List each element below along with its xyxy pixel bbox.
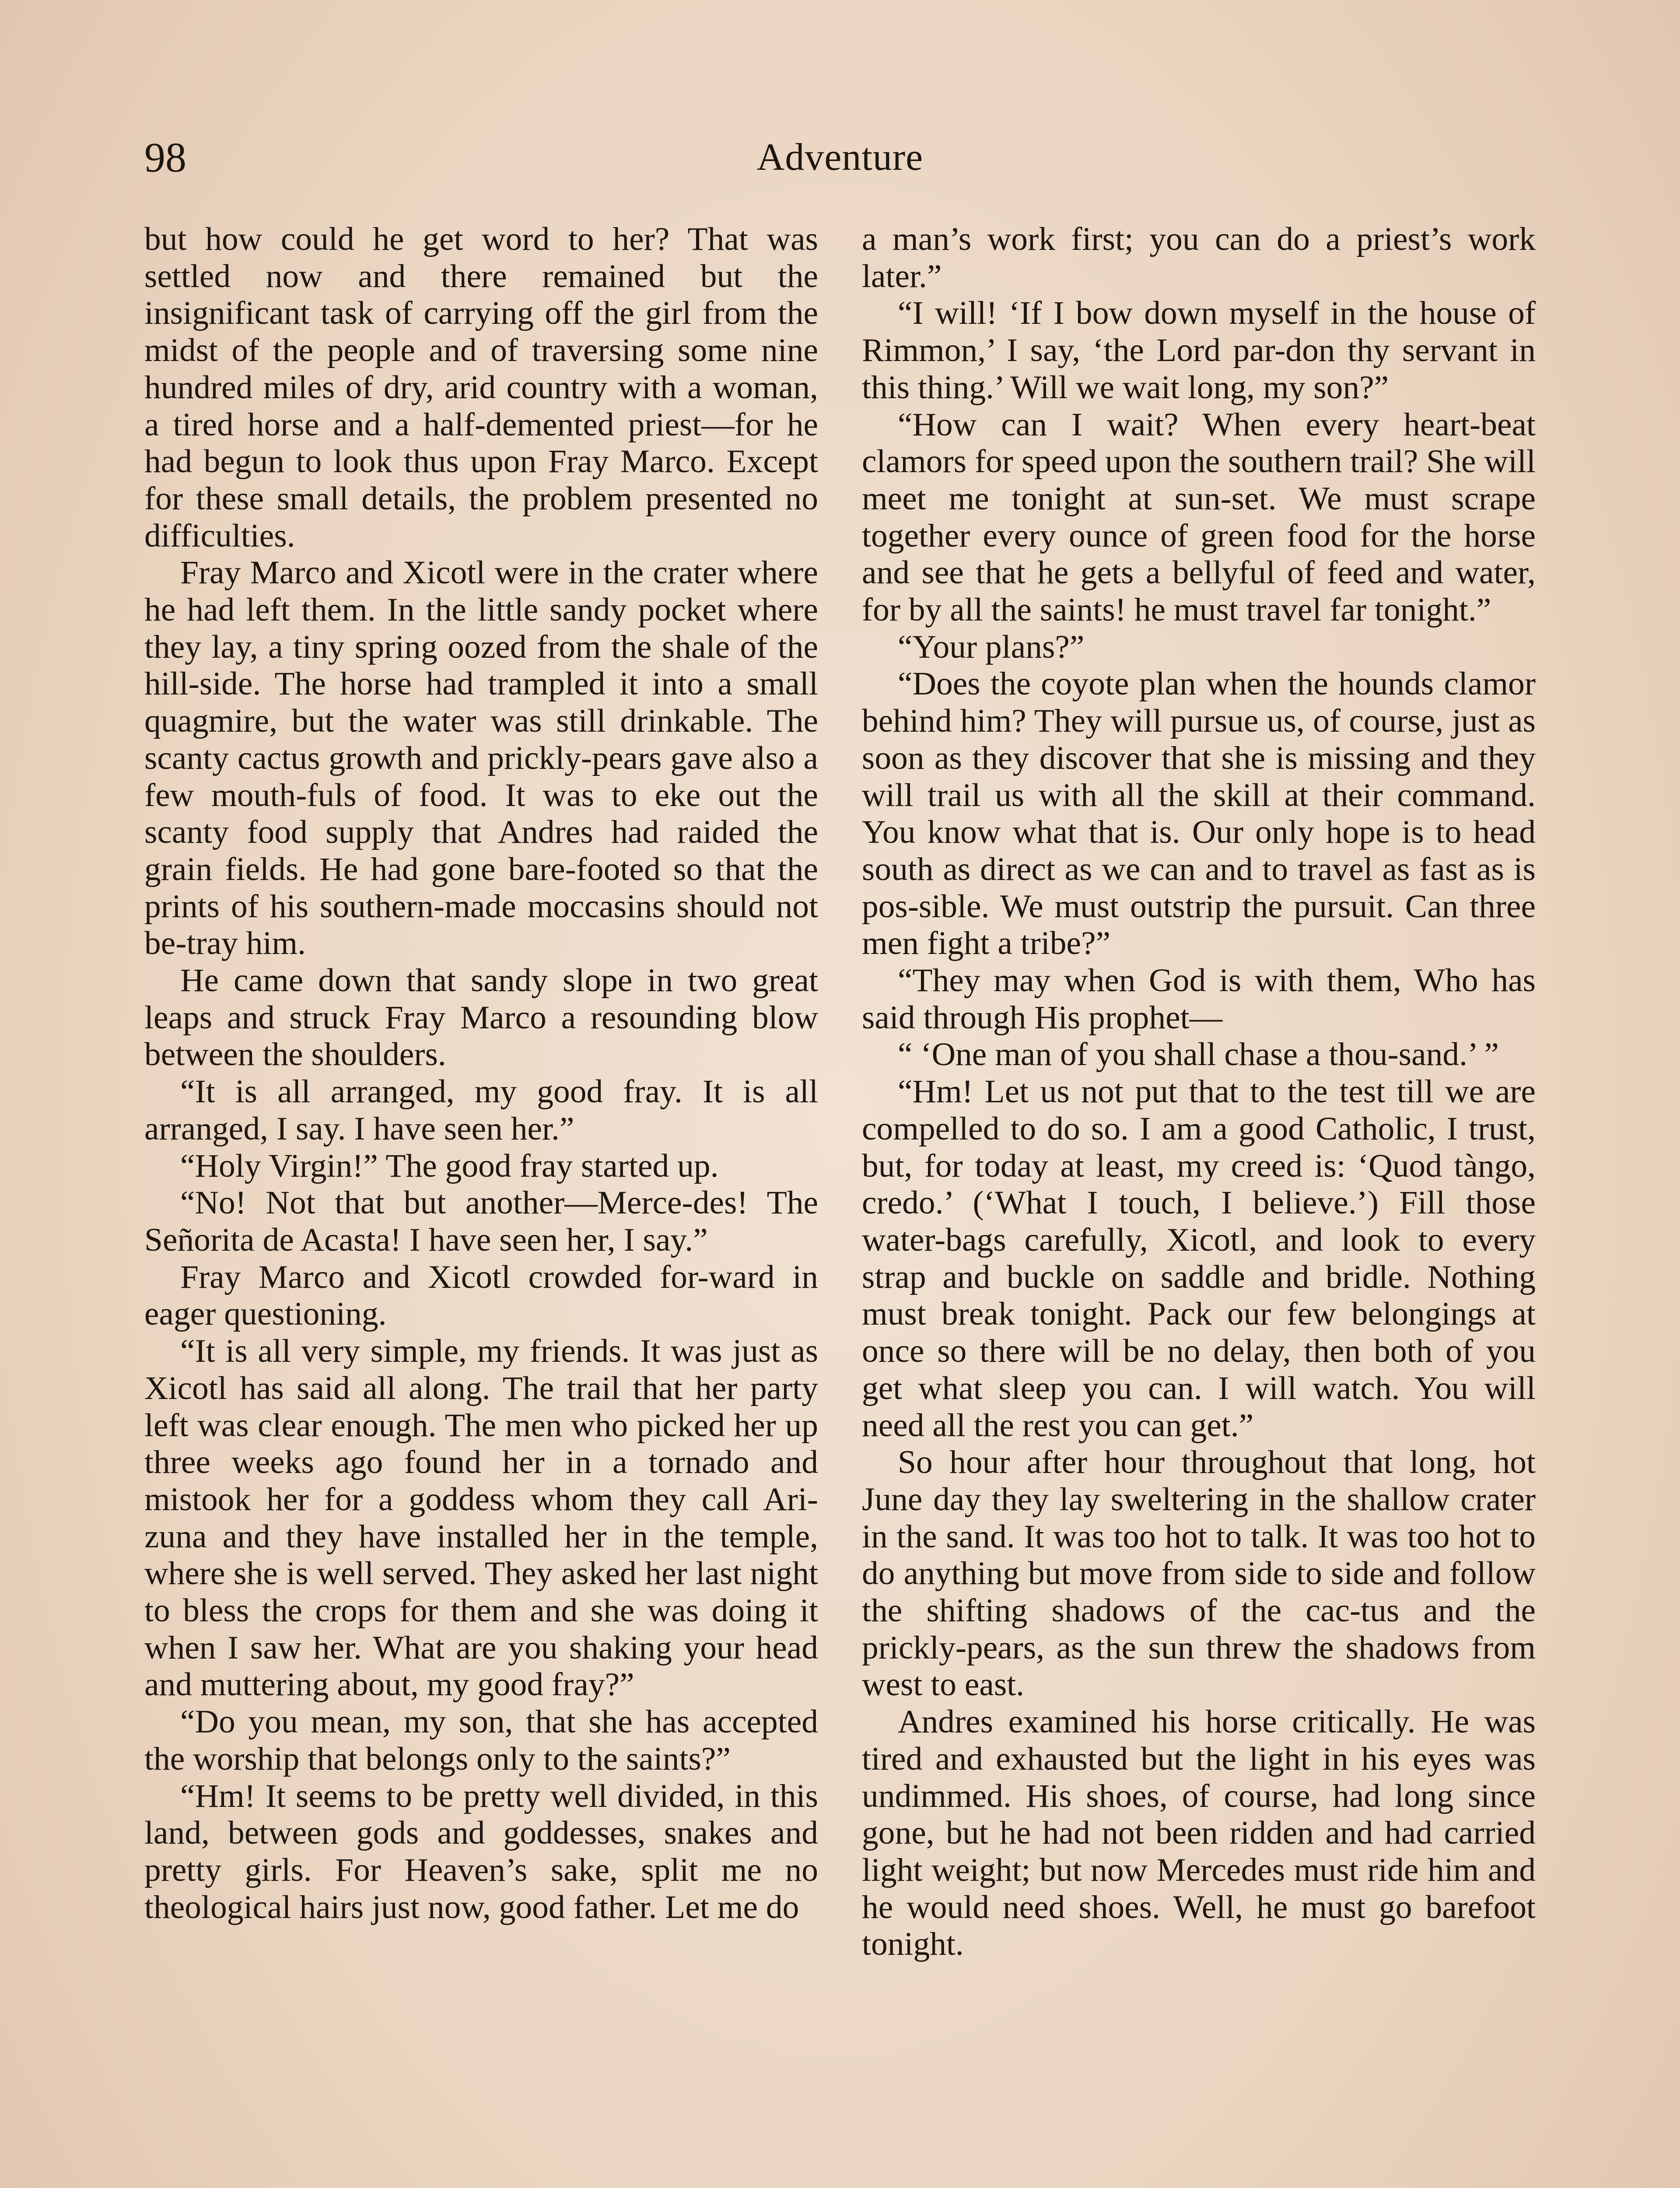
page-number: 98 <box>144 134 186 181</box>
paragraph: “ ‘One man of you shall chase a thou-sand.’ ” <box>898 1036 1499 1073</box>
paragraph: “They may when God is with them, Who has said through His prophet— <box>862 962 1536 1036</box>
paragraph: a man’s work first; you can do a priest’s work later.” <box>862 221 1536 295</box>
paragraph: So hour after hour throughout that long, hot June day they lay sweltering in the shallow crater in the sand. It was too hot to talk. It was too hot to do anything but move from side to side and follow the shifting shadows of the cac-tus and the prickly-pears, as the sun threw the shadows from west to east. <box>862 1444 1536 1703</box>
paragraph: “Hm! Let us not put that to the test till we are compelled to do so. I am a good Catholic, I trust, but, for today at least, my creed is: ‘Quod tàngo, credo.’ (‘What I touch, I believe.’) Fill those water-bags carefully, Xicotl, and look to every strap and buckle on saddle and bridle. Nothing must break tonight. Pack our few belongings at once so there will be no delay, then both of you get what sleep you can. I will watch. You will need all the rest you can get.” <box>862 1073 1536 1444</box>
page-header <box>144 127 1536 193</box>
left-column <box>144 221 818 1926</box>
paragraph: “It is all very simple, my friends. It was just as Xicotl has said all along. The trail that her party left was clear enough. The men who picked her up three weeks ago found her in a tornado and mistook her for a goddess whom they call Ari-zuna and they have installed her in the temple, where she is well served. They asked her last night to bless the crops for them and she was doing it when I saw her. What are you shaking your head and muttering about, my good fray?” <box>144 1333 818 1703</box>
paragraph: “No! Not that but another—Merce-des! The Señorita de Acasta! I have seen her, I say.” <box>144 1185 818 1258</box>
paragraph: “Holy Virgin!” The good fray started up. <box>180 1147 719 1184</box>
running-head: Adventure <box>756 136 924 179</box>
paragraph: “How can I wait? When every heart-beat clamors for speed upon the southern trail? She will meet me tonight at sun-set. We must scrape together every ounce of green food for the horse and see that he gets a bellyful of feed and water, for by all the saints! he must travel far tonight.” <box>862 406 1536 628</box>
paragraph: Fray Marco and Xicotl were in the crater where he had left them. In the little sandy pocket where they lay, a tiny spring oozed from the shale of the hill-side. The horse had trampled it into a small quagmire, but the water was still drinkable. The scanty cactus growth and prickly-pears gave also a few mouth-fuls of food. It was to eke out the scanty food supply that Andres had raided the grain fields. He had gone bare-footed so that the prints of his southern-made moccasins should not be-tray him. <box>144 554 818 962</box>
paragraph: Andres examined his horse critically. He was tired and exhausted but the light in his eyes was undimmed. His shoes, of course, had long since gone, but he had not been ridden and had carried light weight; but now Mercedes must ride him and he would need shoes. Well, he must go barefoot tonight. <box>862 1704 1536 1963</box>
right-column <box>862 221 1536 1963</box>
paragraph: Fray Marco and Xicotl crowded for-ward in eager questioning. <box>144 1259 818 1332</box>
paragraph: “I will! ‘If I bow down myself in the house of Rimmon,’ I say, ‘the Lord par-don thy servant in this thing.’ Will we wait long, my son?” <box>862 295 1536 406</box>
paragraph: “Do you mean, my son, that she has accepted the worship that belongs only to the saints?” <box>144 1704 818 1777</box>
paragraph: “Hm! It seems to be pretty well divided, in this land, between gods and goddesses, snakes and pretty girls. For Heaven’s sake, split me no theological hairs just now, good father. Let me do <box>144 1778 818 1925</box>
paragraph: “Does the coyote plan when the hounds clamor behind him? They will pursue us, of course, just as soon as they discover that she is missing and they will trail us with all the skill at their command. You know what that is. Our only hope is to head south as direct as we can and to travel as fast as is pos-sible. We must outstrip the pursuit. Can three men fight a tribe?” <box>862 666 1536 962</box>
paragraph: He came down that sandy slope in two great leaps and struck Fray Marco a resounding blow between the shoulders. <box>144 962 818 1073</box>
paragraph: “Your plans?” <box>898 628 1085 665</box>
paragraph: “It is all arranged, my good fray. It is all arranged, I say. I have seen her.” <box>144 1073 818 1147</box>
paragraph: but how could he get word to her? That was settled now and there remained but the insignificant task of carrying off the girl from the midst of the people and of traversing some nine hundred miles of dry, arid country with a woman, a tired horse and a half-demented priest—for he had begun to look thus upon Fray Marco. Except for these small details, the problem presented no difficulties. <box>144 221 818 554</box>
